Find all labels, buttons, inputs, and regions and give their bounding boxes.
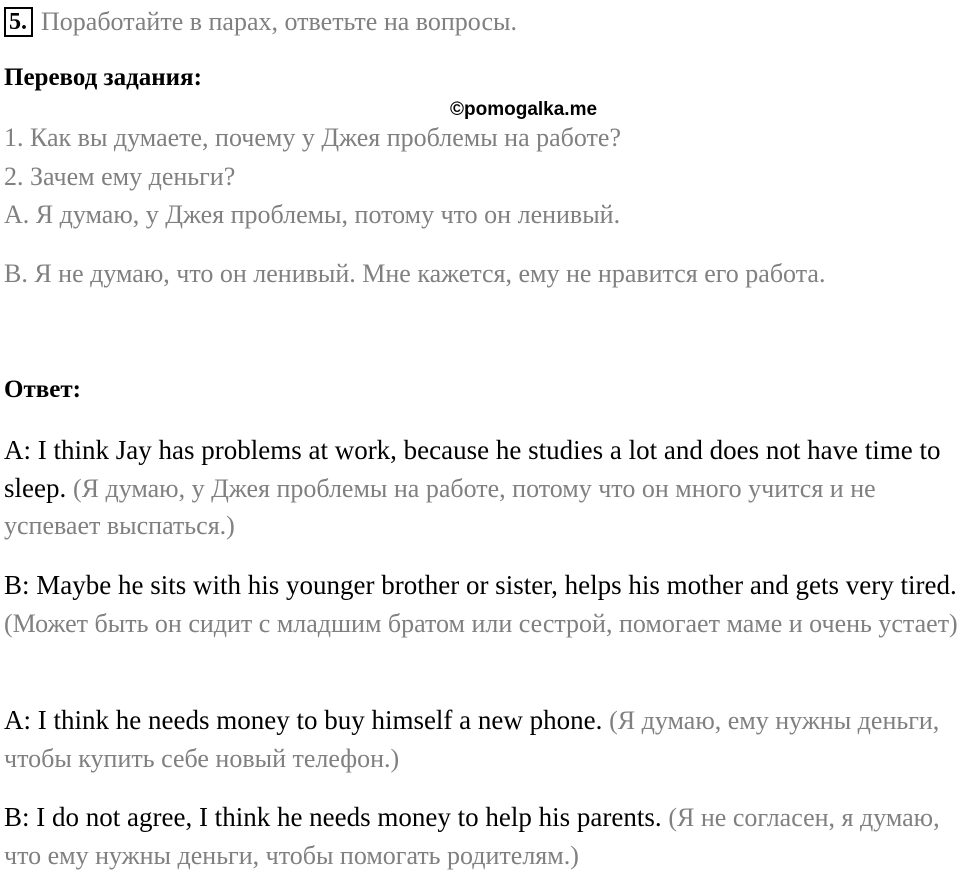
answer-paragraph-2 xyxy=(4,567,959,642)
task-number: 5. xyxy=(4,7,33,37)
translation-line-1: 1. Как вы думаете, почему у Джея проблемы на работе? xyxy=(4,123,621,152)
answer-2-english: B: Maybe he sits with his younger brother or sister, helps his mother and gets very tired. xyxy=(4,570,957,600)
answer-4-russian: (Я не согласен, я думаю, что ему нужны деньги, чтобы помогать родителям.) xyxy=(4,803,940,870)
answer-paragraph-1 xyxy=(4,432,959,545)
answer-1-english: A: I think Jay has problems at work, because he studies a lot and does not have time to sleep. xyxy=(4,435,941,503)
answer-4-english: B: I do not agree, I think he needs money to help his parents. xyxy=(4,802,662,832)
task-header xyxy=(4,4,517,40)
translation-heading: Перевод задания: xyxy=(4,64,202,91)
translation-line-4: B. Я не думаю, что он ленивый. Мне кажется, ему не нравится его работа. xyxy=(4,259,826,288)
watermark: ©pomogalka.me xyxy=(450,99,598,120)
translation-line-3: A. Я думаю, у Джея проблемы, потому что он ленивый. xyxy=(4,200,621,229)
answer-paragraph-3 xyxy=(4,702,959,777)
answer-paragraph-4 xyxy=(4,799,959,874)
translation-line-2: 2. Зачем ему деньги? xyxy=(4,162,236,191)
answer-3-russian: (Я думаю, ему нужны деньги, чтобы купить себе новый телефон.) xyxy=(4,706,940,773)
answer-heading: Ответ: xyxy=(4,376,81,403)
answer-2-russian: (Может быть он сидит с младшим братом или сестрой, помогает маме и очень устает) xyxy=(4,608,958,638)
answer-1-russian: (Я думаю, у Джея проблемы на работе, потому что он много учится и не успевает выспаться.) xyxy=(4,473,876,540)
answer-3-english: A: I think he needs money to buy himself a new phone. xyxy=(4,705,603,735)
task-instruction: Поработайте в парах, ответьте на вопросы. xyxy=(41,7,517,36)
